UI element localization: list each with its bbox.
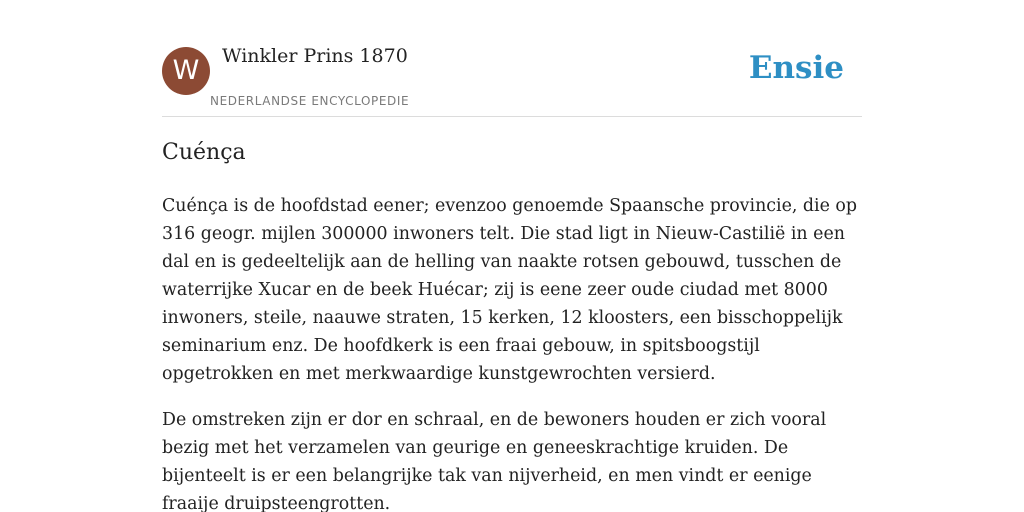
article-body (162, 192, 862, 512)
article-paragraph-2: De omstreken zijn er dor en schraal, en de bewoners houden er zich vooral bezig met het verzamelen van geurige en geneeskrachtige kruiden. De bijenteelt is er een belangrijke tak van nijverheid, en men vindt er eenige fraaije druipsteengrotten. (162, 410, 827, 512)
source-header (162, 0, 862, 117)
source-avatar[interactable]: W (162, 47, 210, 95)
article-title: Cuénça (162, 140, 246, 165)
source-title[interactable]: Winkler Prins 1870 (222, 45, 408, 67)
article-paragraph-1: Cuénça is de hoofdstad eener; evenzoo genoemde Spaansche provincie, die op 316 geogr. mijlen 300000 inwoners telt. Die stad ligt in Nieuw-Castilië in een dal en is gedeeltelijk aan de helling van naakte rotsen gebouwd, tusschen de waterrijke Xucar en de beek Huécar; zij is eene zeer oude ciudad met 8000 inwoners, steile, naauwe straten, 15 kerken, 12 kloosters, een bisschoppelijk seminarium enz. De hoofdkerk is een fraai gebouw, in spitsboogstijl opgetrokken en met merkwaardige kunstgewrochten versierd. (162, 196, 858, 384)
source-subtitle: NEDERLANDSE ENCYCLOPEDIE (210, 94, 410, 108)
page-container (162, 0, 862, 512)
ensie-logo[interactable]: Ensie (748, 50, 844, 86)
